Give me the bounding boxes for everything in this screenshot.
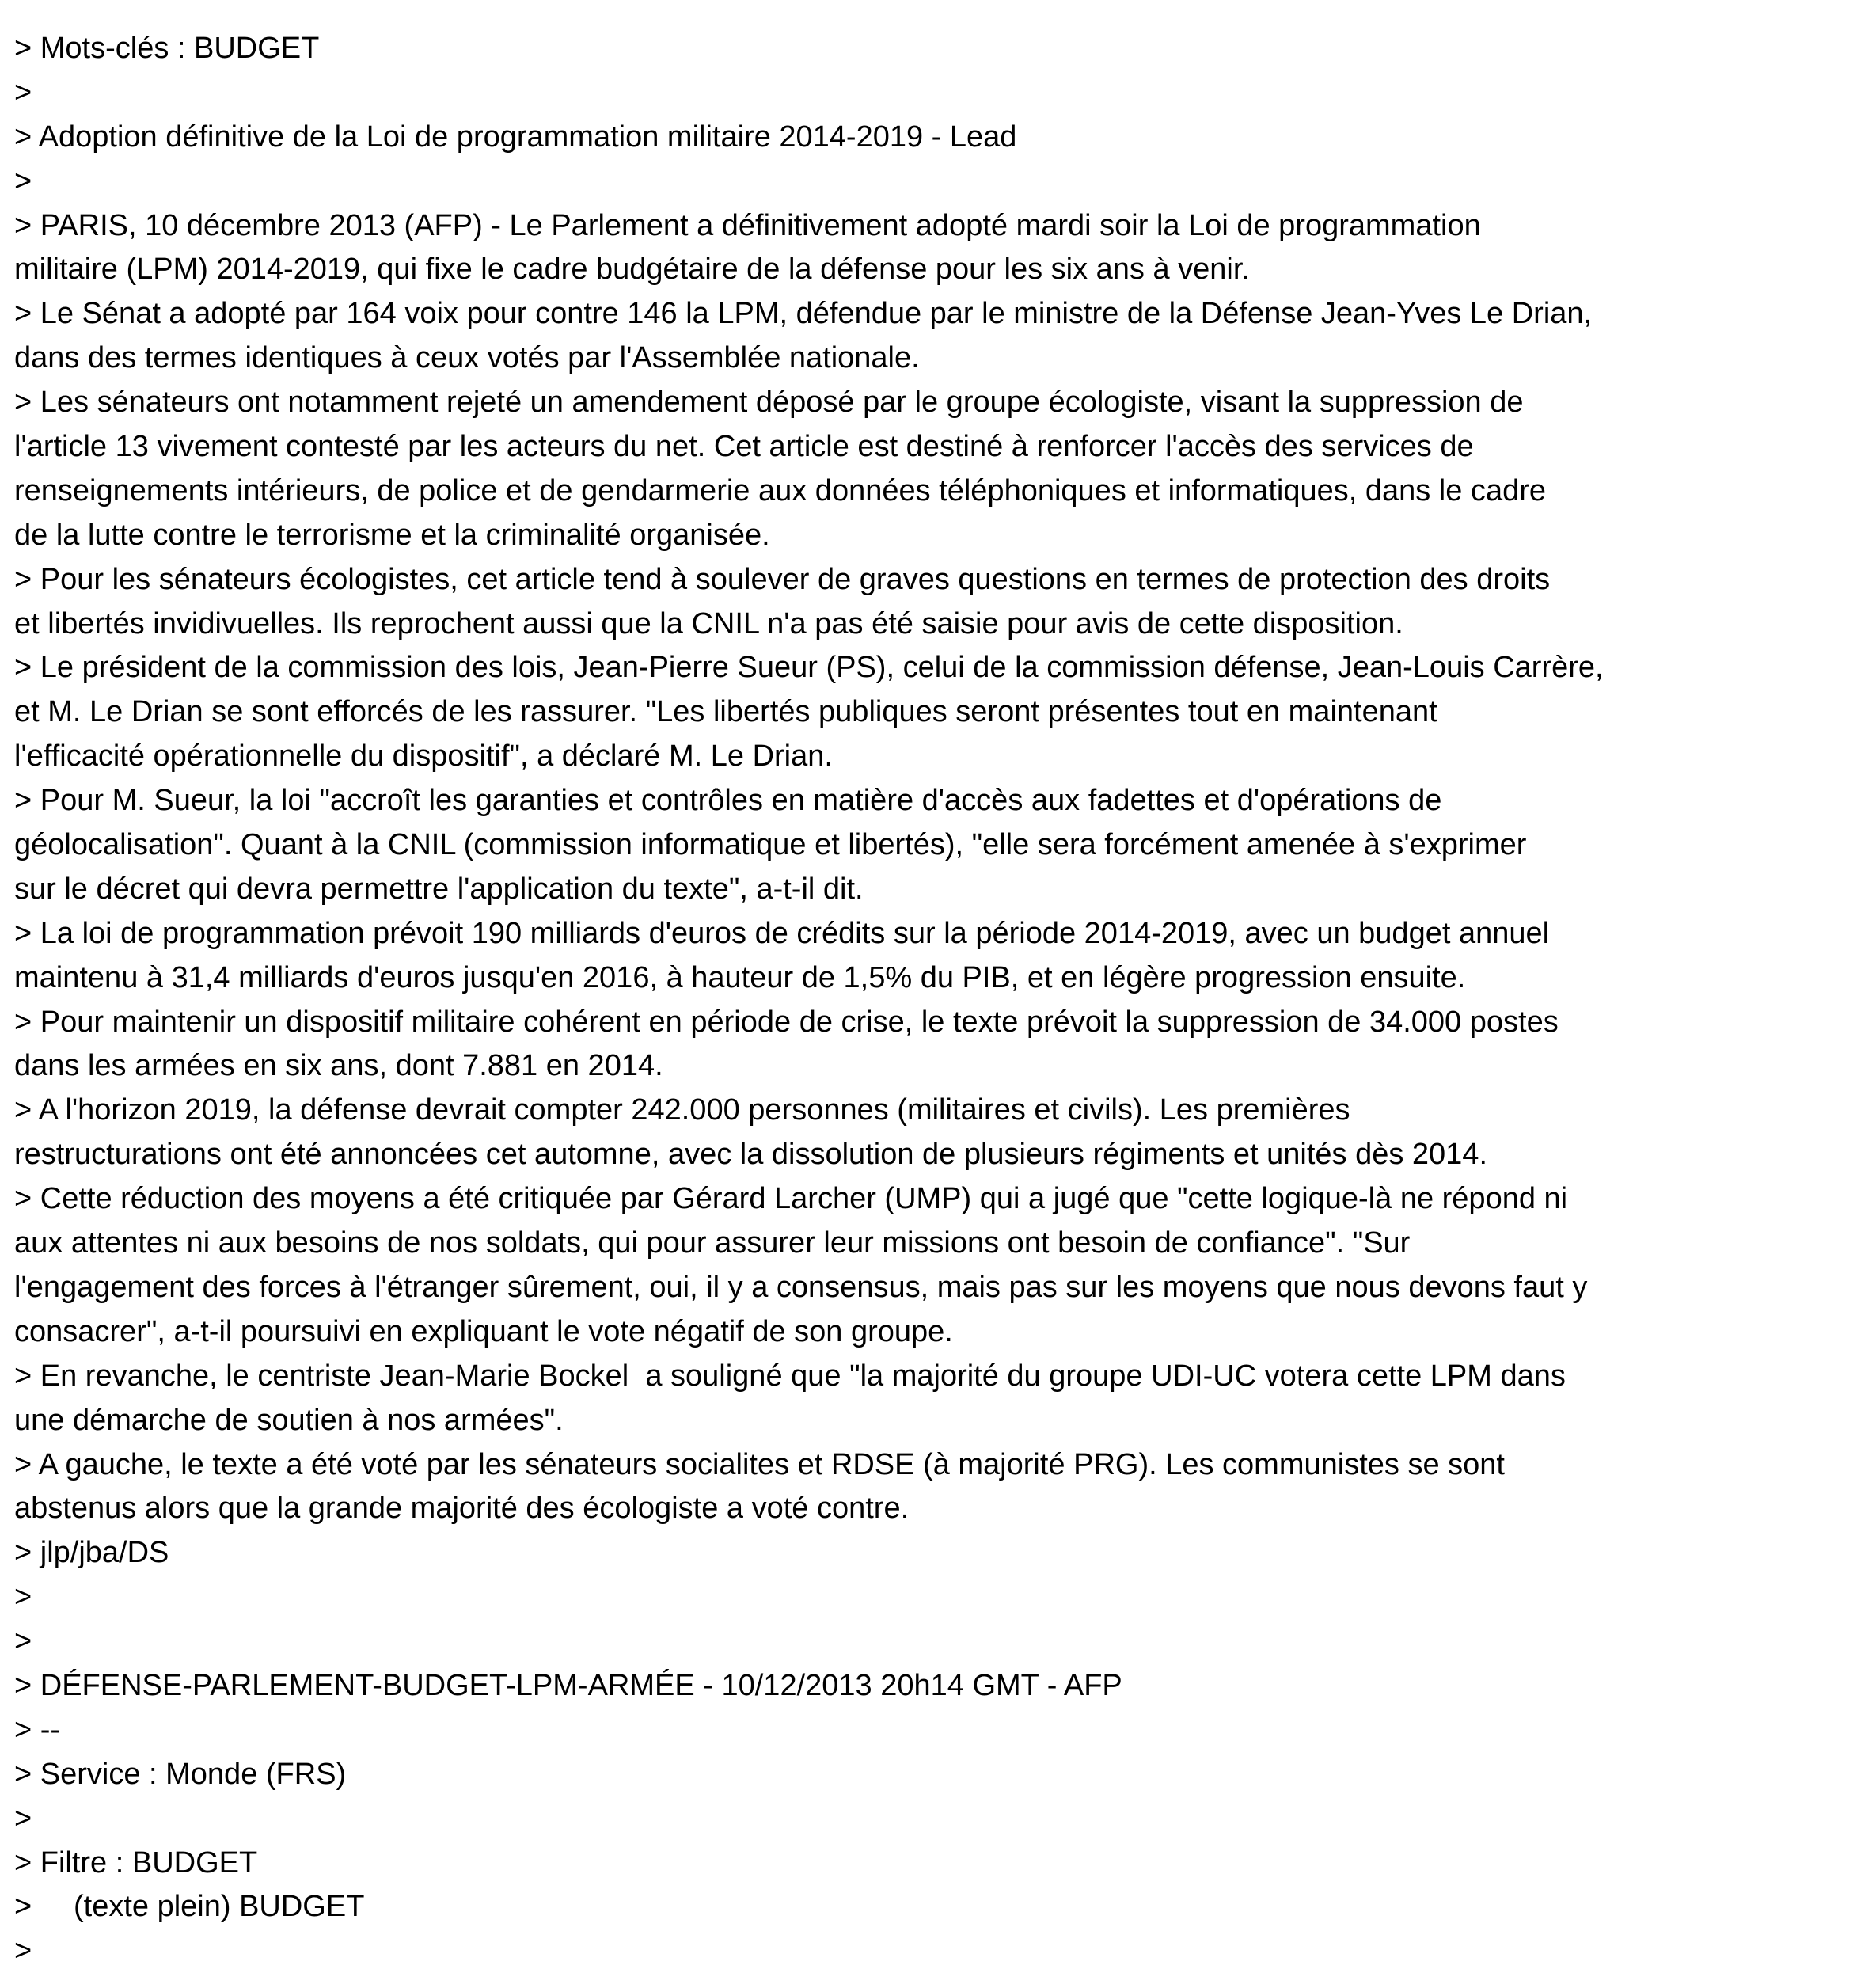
article-text-line: l'article 13 vivement contesté par les acteurs du net. Cet article est destiné à renforcer l'accès des services de (14, 430, 1474, 464)
article-text-line: > Pour les sénateurs écologistes, cet article tend à soulever de graves questions en termes de protection des droits (14, 562, 1551, 596)
article-text-line: géolocalisation". Quant à la CNIL (commission informatique et libertés), "elle sera forcément amenée à s'exprimer (14, 828, 1527, 862)
filter-line: > Filtre : BUDGET (14, 1845, 258, 1880)
article-text-line: > Le président de la commission des lois, Jean-Pierre Sueur (PS), celui de la commission défense, Jean-Louis Carrère, (14, 651, 1604, 685)
article-text-line: > Le Sénat a adopté par 164 voix pour contre 146 la LPM, défendue par le ministre de la Défense Jean-Yves Le Drian, (14, 297, 1593, 331)
quote-marker-line: > (14, 75, 32, 109)
quote-marker-line: > (14, 1934, 32, 1968)
article-text-line: consacrer", a-t-il poursuivi en expliquant le vote négatif de son groupe. (14, 1314, 953, 1348)
article-text-line: l'efficacité opérationnelle du dispositif", a déclaré M. Le Drian. (14, 739, 833, 774)
separator-line: > -- (14, 1712, 61, 1747)
article-text-line: maintenu à 31,4 milliards d'euros jusqu'en 2016, à hauteur de 1,5% du PIB, et en légère progression ensuite. (14, 960, 1466, 994)
keywords-line: > Mots-clés : BUDGET (14, 32, 320, 65)
article-text-line: renseignements intérieurs, de police et de gendarmerie aux données téléphoniques et informatiques, dans le cadre (14, 473, 1546, 507)
quote-marker-line: > (14, 1580, 32, 1614)
article-text-line: de la lutte contre le terrorisme et la criminalité organisée. (14, 518, 770, 552)
quote-marker-line: > (14, 1625, 32, 1659)
email-document-body (14, 27, 1843, 1974)
article-text-line: > A gauche, le texte a été voté par les sénateurs socialites et RDSE (à majorité PRG). Les communistes se sont (14, 1447, 1505, 1481)
quote-marker-line: > (14, 1801, 32, 1835)
article-text-line: abstenus alors que la grande majorité des écologiste a voté contre. (14, 1492, 910, 1526)
article-text-line: > Les sénateurs ont notamment rejeté un amendement déposé par le groupe écologiste, visant la suppression de (14, 386, 1524, 420)
article-text-line: et M. Le Drian se sont efforcés de les rassurer. "Les libertés publiques seront présentes tout en maintenant (14, 695, 1437, 729)
article-headline: > Adoption définitive de la Loi de programmation militaire 2014-2019 - Lead (14, 120, 1017, 154)
article-text-line: militaire (LPM) 2014-2019, qui fixe le cadre budgétaire de la défense pour les six ans à venir. (14, 253, 1250, 287)
dispatch-slug-line: > DÉFENSE-PARLEMENT-BUDGET-LPM-ARMÉE - 10/12/2013 20h14 GMT - AFP (14, 1668, 1122, 1702)
article-text-line: > Cette réduction des moyens a été critiquée par Gérard Larcher (UMP) qui a jugé que "cette logique-là ne répond ni (14, 1182, 1568, 1216)
service-line: > Service : Monde (FRS) (14, 1757, 347, 1791)
article-text-line: > La loi de programmation prévoit 190 milliards d'euros de crédits sur la période 2014-2019, avec un budget annuel (14, 916, 1550, 950)
article-text-line: > A l'horizon 2019, la défense devrait compter 242.000 personnes (militaires et civils). Les premières (14, 1093, 1350, 1127)
article-text-line: > Pour maintenir un dispositif militaire cohérent en période de crise, le texte prévoit la suppression de 34.000 postes (14, 1005, 1559, 1039)
article-text-line: une démarche de soutien à nos armées". (14, 1403, 564, 1437)
article-text-line: > Pour M. Sueur, la loi "accroît les garanties et contrôles en matière d'accès aux fadettes et d'opérations de (14, 784, 1442, 818)
article-text-line: > En revanche, le centriste Jean-Marie Bockel a souligné que "la majorité du groupe UDI-UC votera cette LPM dans (14, 1359, 1566, 1393)
filter-detail-line: > (texte plein) BUDGET (14, 1890, 365, 1924)
article-text-line: sur le décret qui devra permettre l'application du texte", a-t-il dit. (14, 872, 864, 906)
article-text-line: > PARIS, 10 décembre 2013 (AFP) - Le Parlement a définitivement adopté mardi soir la Loi de programmation (14, 208, 1481, 242)
byline-signature: > jlp/jba/DS (14, 1536, 169, 1570)
quote-marker-line: > (14, 164, 32, 198)
article-text-line: et libertés invidivuelles. Ils reprochent aussi que la CNIL n'a pas été saisie pour avis de cette disposition. (14, 606, 1403, 640)
article-text-line: aux attentes ni aux besoins de nos soldats, qui pour assurer leur missions ont besoin de confiance". "Sur (14, 1226, 1411, 1260)
article-text-line: l'engagement des forces à l'étranger sûrement, oui, il y a consensus, mais pas sur les moyens que nous devons faut y (14, 1270, 1588, 1304)
article-text-line: dans des termes identiques à ceux votés par l'Assemblée nationale. (14, 341, 920, 375)
article-text-line: restructurations ont été annoncées cet automne, avec la dissolution de plusieurs régiments et unités dès 2014. (14, 1138, 1487, 1172)
article-text-line: dans les armées en six ans, dont 7.881 en 2014. (14, 1049, 663, 1083)
